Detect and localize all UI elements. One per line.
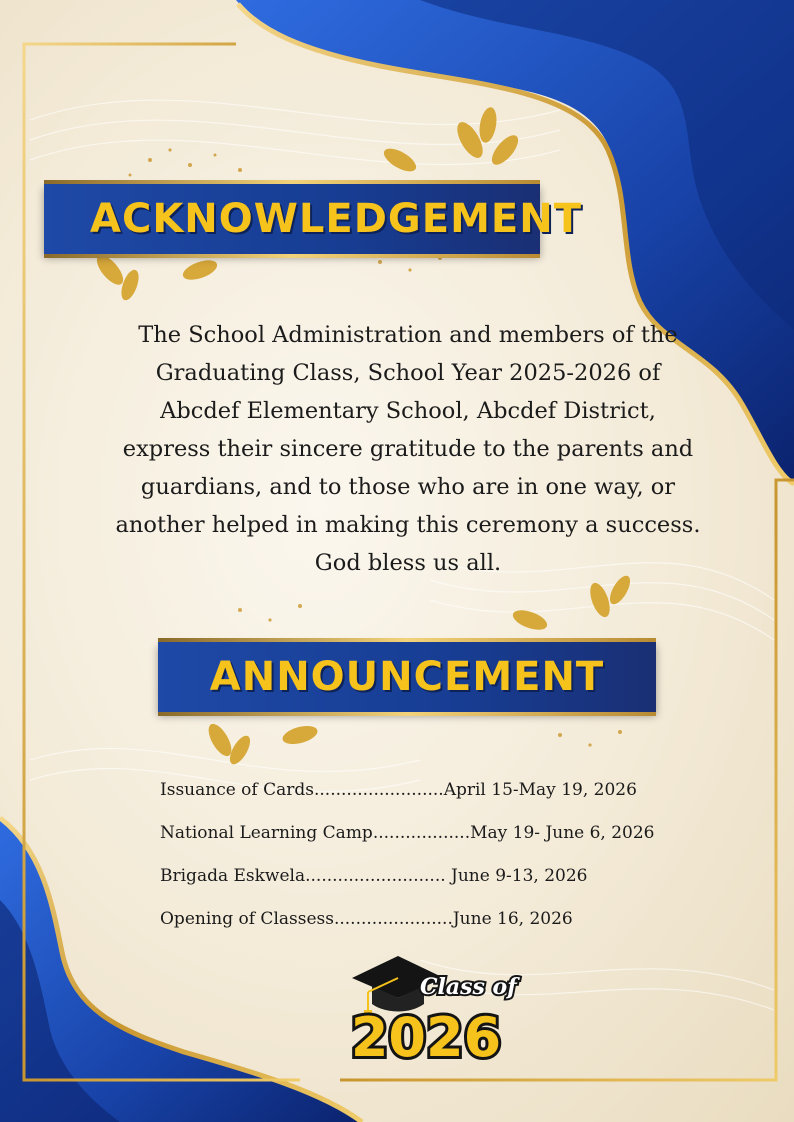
announcement-date: June 9-13, 2026	[445, 866, 588, 886]
acknowledgement-line: guardians, and to those who are in one way, or	[140, 474, 676, 500]
acknowledgement-line: The School Administration and members of the	[138, 322, 678, 348]
acknowledgement-banner	[44, 184, 582, 254]
announcement-date: June 16, 2026	[452, 909, 573, 929]
announcement-item	[160, 866, 720, 909]
announcement-list	[160, 780, 720, 952]
announcement-item	[160, 909, 720, 952]
announcement-date: April 15-May 19, 2026	[443, 780, 637, 800]
announcement-leader: ......................	[333, 909, 453, 929]
announcement-label: Opening of Classess	[160, 909, 334, 929]
badge-year: 2026	[350, 1006, 502, 1069]
announcement-label: National Learning Camp	[160, 823, 373, 843]
announcement-leader: ..................	[372, 823, 471, 843]
badge-class-of: Class of	[420, 974, 517, 1000]
announcement-leader: ........................	[314, 780, 444, 800]
acknowledgement-line: another helped in making this ceremony a success.	[115, 512, 701, 538]
announcement-label: Brigada Eskwela	[160, 866, 306, 886]
announcement-item	[160, 823, 720, 866]
announcement-banner	[158, 642, 656, 712]
announcement-leader: ..........................	[305, 866, 446, 886]
announcement-title: ANNOUNCEMENT	[209, 654, 605, 700]
acknowledgement-line: Abcdef Elementary School, Abcdef District,	[160, 398, 656, 424]
announcement-date: May 19- June 6, 2026	[470, 823, 655, 843]
acknowledgement-line: Graduating Class, School Year 2025-2026 of	[155, 360, 661, 386]
announcement-item	[160, 780, 720, 823]
class-of-2026-badge	[346, 948, 517, 1069]
acknowledgement-line: God bless us all.	[314, 550, 502, 576]
acknowledgement-body	[110, 316, 706, 582]
announcement-label: Issuance of Cards	[160, 780, 314, 800]
acknowledgement-line: express their sincere gratitude to the parents and	[122, 436, 694, 462]
acknowledgement-title: ACKNOWLEDGEMENT	[90, 196, 582, 242]
